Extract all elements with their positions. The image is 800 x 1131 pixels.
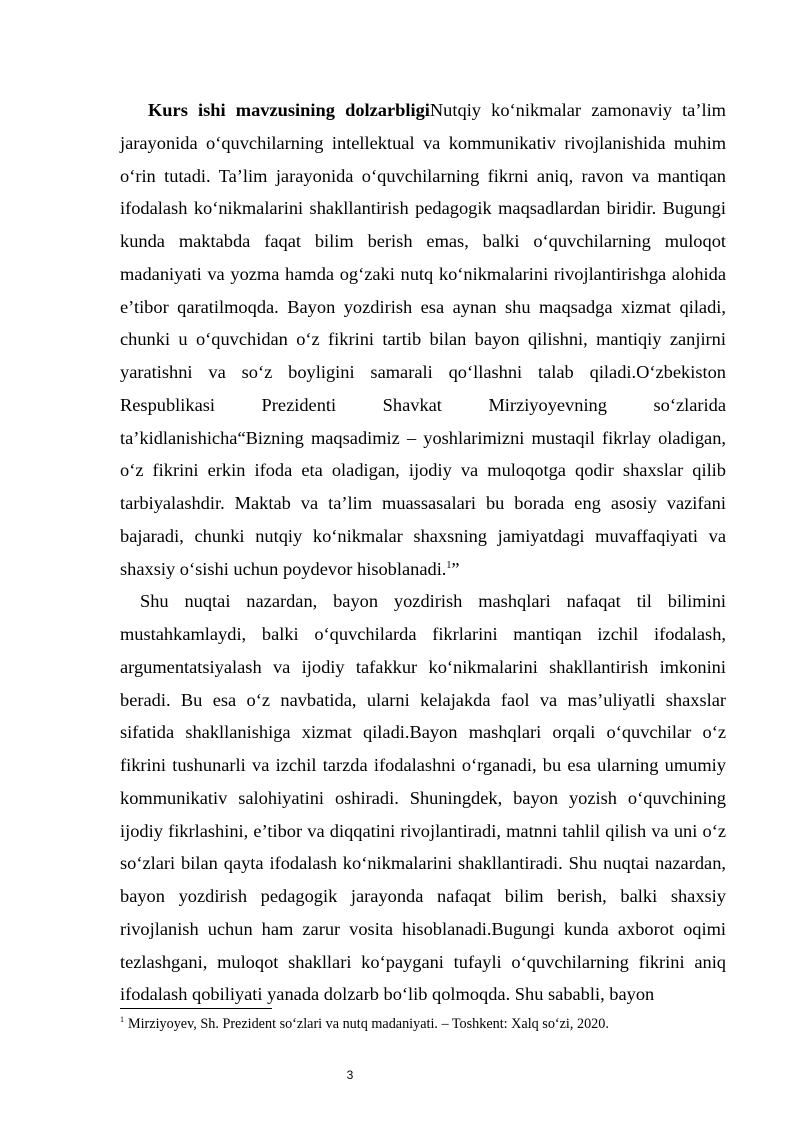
footnote-marker: 1: [120, 1015, 124, 1025]
page-number: 3: [346, 1068, 354, 1082]
closing-quote: ”: [451, 558, 460, 579]
section-heading: Kurs ishi mavzusining dolzarbligi: [148, 100, 430, 120]
footnote-separator: [120, 1008, 272, 1009]
footnote: [120, 1014, 740, 1034]
paragraph-2-text: Shu nuqtai nazardan, bayon yozdirish mashqlari nafaqat til bilimini mustahkamlaydi, balki o‘quvchilarda fikrlarini mantiqan izchil ifodalash, argumentatsiyalash va ijodiy tafakkur ko‘nikmalarini shakllantirish imkonini beradi. Bu esa o‘z navbatida, ularni kelajakda faol va mas’uliyatli shaxslar sifatida shakllanishiga xizmat qiladi.Bayon mashqlari orqali o‘quvchilar o‘z fikrini tushunarli va izchil tarzda ifodalashni o‘rganadi, bu esa ularning umumiy kommunikativ salohiyatini oshiradi. Shuningdek, bayon yozish o‘quvchining ijodiy fikrlashini, e’tibor va diqqatini rivojlantiradi, matnni tahlil qilish va uni o‘z so‘zlari bilan qayta ifodalash ko‘nikmalarini shakllantiradi. Shu nuqtai nazardan, bayon yozdirish pedagogik jarayonda nafaqat bilim berish, balki shaxsiy rivojlanish uchun ham zarur vosita hisoblanadi.Bugungi kunda axborot oqimi tezlashgani, muloqot shakllari ko‘paygani tufayli o‘quvchilarning fikrini aniq ifodalash qobiliyati yanada dolzarb bo‘lib qolmoqda. Shu sababli, bayon: [120, 591, 726, 1005]
footnote-text: Mirziyoyev, Sh. Prezident so‘zlari va nutq madaniyati. – Toshkent: Xalq so‘zi, 2020.: [128, 1016, 609, 1032]
paragraph-1-text: Nutqiy ko‘nikmalar zamonaviy ta’lim jarayonida o‘quvchilarning intellektual va kommunikativ rivojlanishida muhim o‘rin tutadi. Ta’lim jarayonida o‘quvchilarning fikrni aniq, ravon va mantiqan ifodalash ko‘nikmalarini shakllantirish pedagogik maqsadlardan biridir. Bugungi kunda maktabda faqat bilim berish emas, balki o‘quvchilarning muloqot madaniyati va yozma hamda og‘zaki nutq ko‘nikmalarini rivojlantirishga alohida e’tibor qaratilmoqda. Bayon yozdirish esa aynan shu maqsadga xizmat qiladi, chunki u o‘quvchidan o‘z fikrini tartib bilan bayon qilishni, mantiqiy zanjirni yaratishni va so‘z boyligini samarali qo‘llashni talab qiladi.O‘zbekiston Respublikasi Prezidenti Shavkat Mirziyoyevning so‘zlarida ta’kidlanishicha“Bizning maqsadimiz – yoshlarimizni mustaqil fikrlay oladigan, o‘z fikrini erkin ifoda eta oladigan, ijodiy va muloqotga qodir shaxslar qilib tarbiyalashdir. Maktab va ta’lim muassasalari bu borada eng asosiy vazifani bajaradi, chunki nutqiy ko‘nikmalar shaxsning jamiyatdagi muvaffaqiyati va shaxsiy o‘sishi uchun poydevor hisoblanadi.: [120, 100, 726, 579]
paragraph-2: [120, 585, 726, 1011]
paragraph-1: [120, 94, 726, 585]
body-text: [120, 94, 726, 1011]
footnote-reference[interactable]: 1: [446, 559, 452, 571]
